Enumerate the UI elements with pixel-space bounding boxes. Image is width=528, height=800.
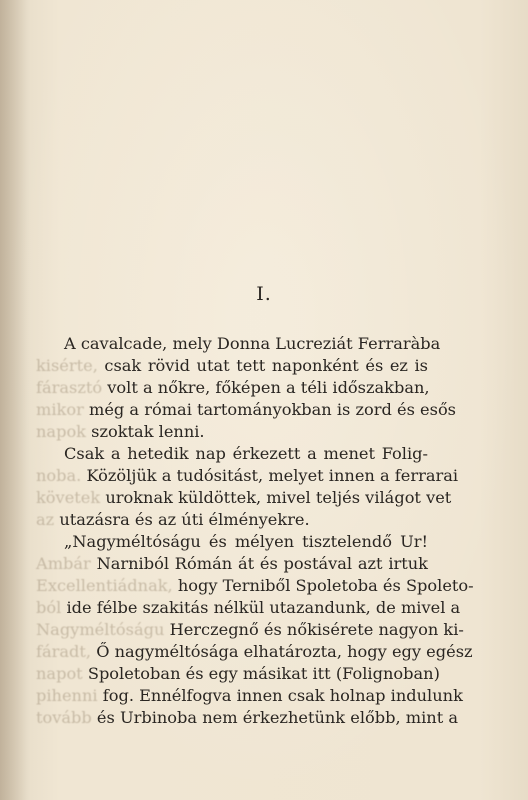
line-text: Csak a hetedik nap érkezett a menet Folig- xyxy=(64,444,428,463)
line-text: Herczegnő és nőkisérete nagyon ki- xyxy=(164,620,464,639)
text-line xyxy=(36,333,441,355)
text-line xyxy=(36,575,474,597)
faded-margin-text: napot xyxy=(36,664,83,683)
text-line xyxy=(36,707,459,729)
faded-margin-text: fárasztó xyxy=(36,378,103,397)
line-text: volt a nőkre, főképen a téli időszakban, xyxy=(102,378,430,397)
gutter-shadow xyxy=(0,0,30,800)
text-line xyxy=(36,509,428,531)
faded-margin-text: tovább xyxy=(36,708,92,727)
line-text: Narniból Rómán át és postával azt irtuk xyxy=(90,554,428,573)
text-line xyxy=(36,663,440,685)
faded-margin-text: noba. xyxy=(36,466,82,485)
line-text: hogy Terniből Spoletoba és Spoleto- xyxy=(172,576,474,595)
text-line xyxy=(36,597,461,619)
line-text: Spoletoban és egy másikat itt (Folignoban) xyxy=(82,664,440,683)
line-text: utazásra és az úti élményekre. xyxy=(54,510,310,529)
faded-margin-text: követek xyxy=(36,488,101,507)
text-line xyxy=(36,641,473,663)
faded-margin-text: kisérte, xyxy=(36,356,98,375)
line-text: ide félbe szakitás nélkül utazandunk, de mivel a xyxy=(61,598,461,617)
faded-margin-text: pihenni xyxy=(36,686,98,705)
line-text: csak rövid utat tett naponként és ez is xyxy=(97,356,428,375)
text-line xyxy=(36,685,463,707)
faded-margin-text: mikor xyxy=(36,400,84,419)
text-line xyxy=(36,377,428,399)
line-text: A cavalcade, mely Donna Lucreziát Ferraràba xyxy=(64,334,441,353)
line-text: fog. Ennélfogva innen csak holnap indulunk xyxy=(97,686,463,705)
faded-margin-text: Nagyméltóságu xyxy=(36,620,165,639)
text-line xyxy=(36,465,459,487)
line-text: „Nagyméltóságu és mélyen tisztelendő Ur! xyxy=(64,532,428,551)
text-line xyxy=(36,355,428,377)
faded-margin-text: fáradt, xyxy=(36,642,92,661)
text-line xyxy=(36,487,452,509)
line-text: Közöljük a tudósitást, melyet innen a ferrarai xyxy=(81,466,459,485)
line-text: szoktak lenni. xyxy=(86,422,205,441)
text-line xyxy=(36,421,428,443)
faded-margin-text: napok xyxy=(36,422,86,441)
text-line xyxy=(36,553,428,575)
line-text: uroknak küldöttek, mivel teljés világot vet xyxy=(100,488,452,507)
text-line xyxy=(36,619,464,641)
text-line xyxy=(36,399,456,421)
line-text: még a római tartományokban is zord és esős xyxy=(83,400,456,419)
faded-margin-text: Ambár xyxy=(36,554,91,573)
line-text: Ő nagyméltósága elhatározta, hogy egy egész xyxy=(91,642,473,661)
chapter-heading: I. xyxy=(256,283,272,305)
text-line xyxy=(36,531,428,553)
faded-margin-text: az xyxy=(36,510,55,529)
faded-margin-text: ból xyxy=(36,598,62,617)
line-text: és Urbinoba nem érkezhetünk előbb, mint a xyxy=(91,708,459,727)
body-text xyxy=(36,333,474,729)
faded-margin-text: Excellentiádnak, xyxy=(36,576,173,595)
text-line xyxy=(36,443,428,465)
